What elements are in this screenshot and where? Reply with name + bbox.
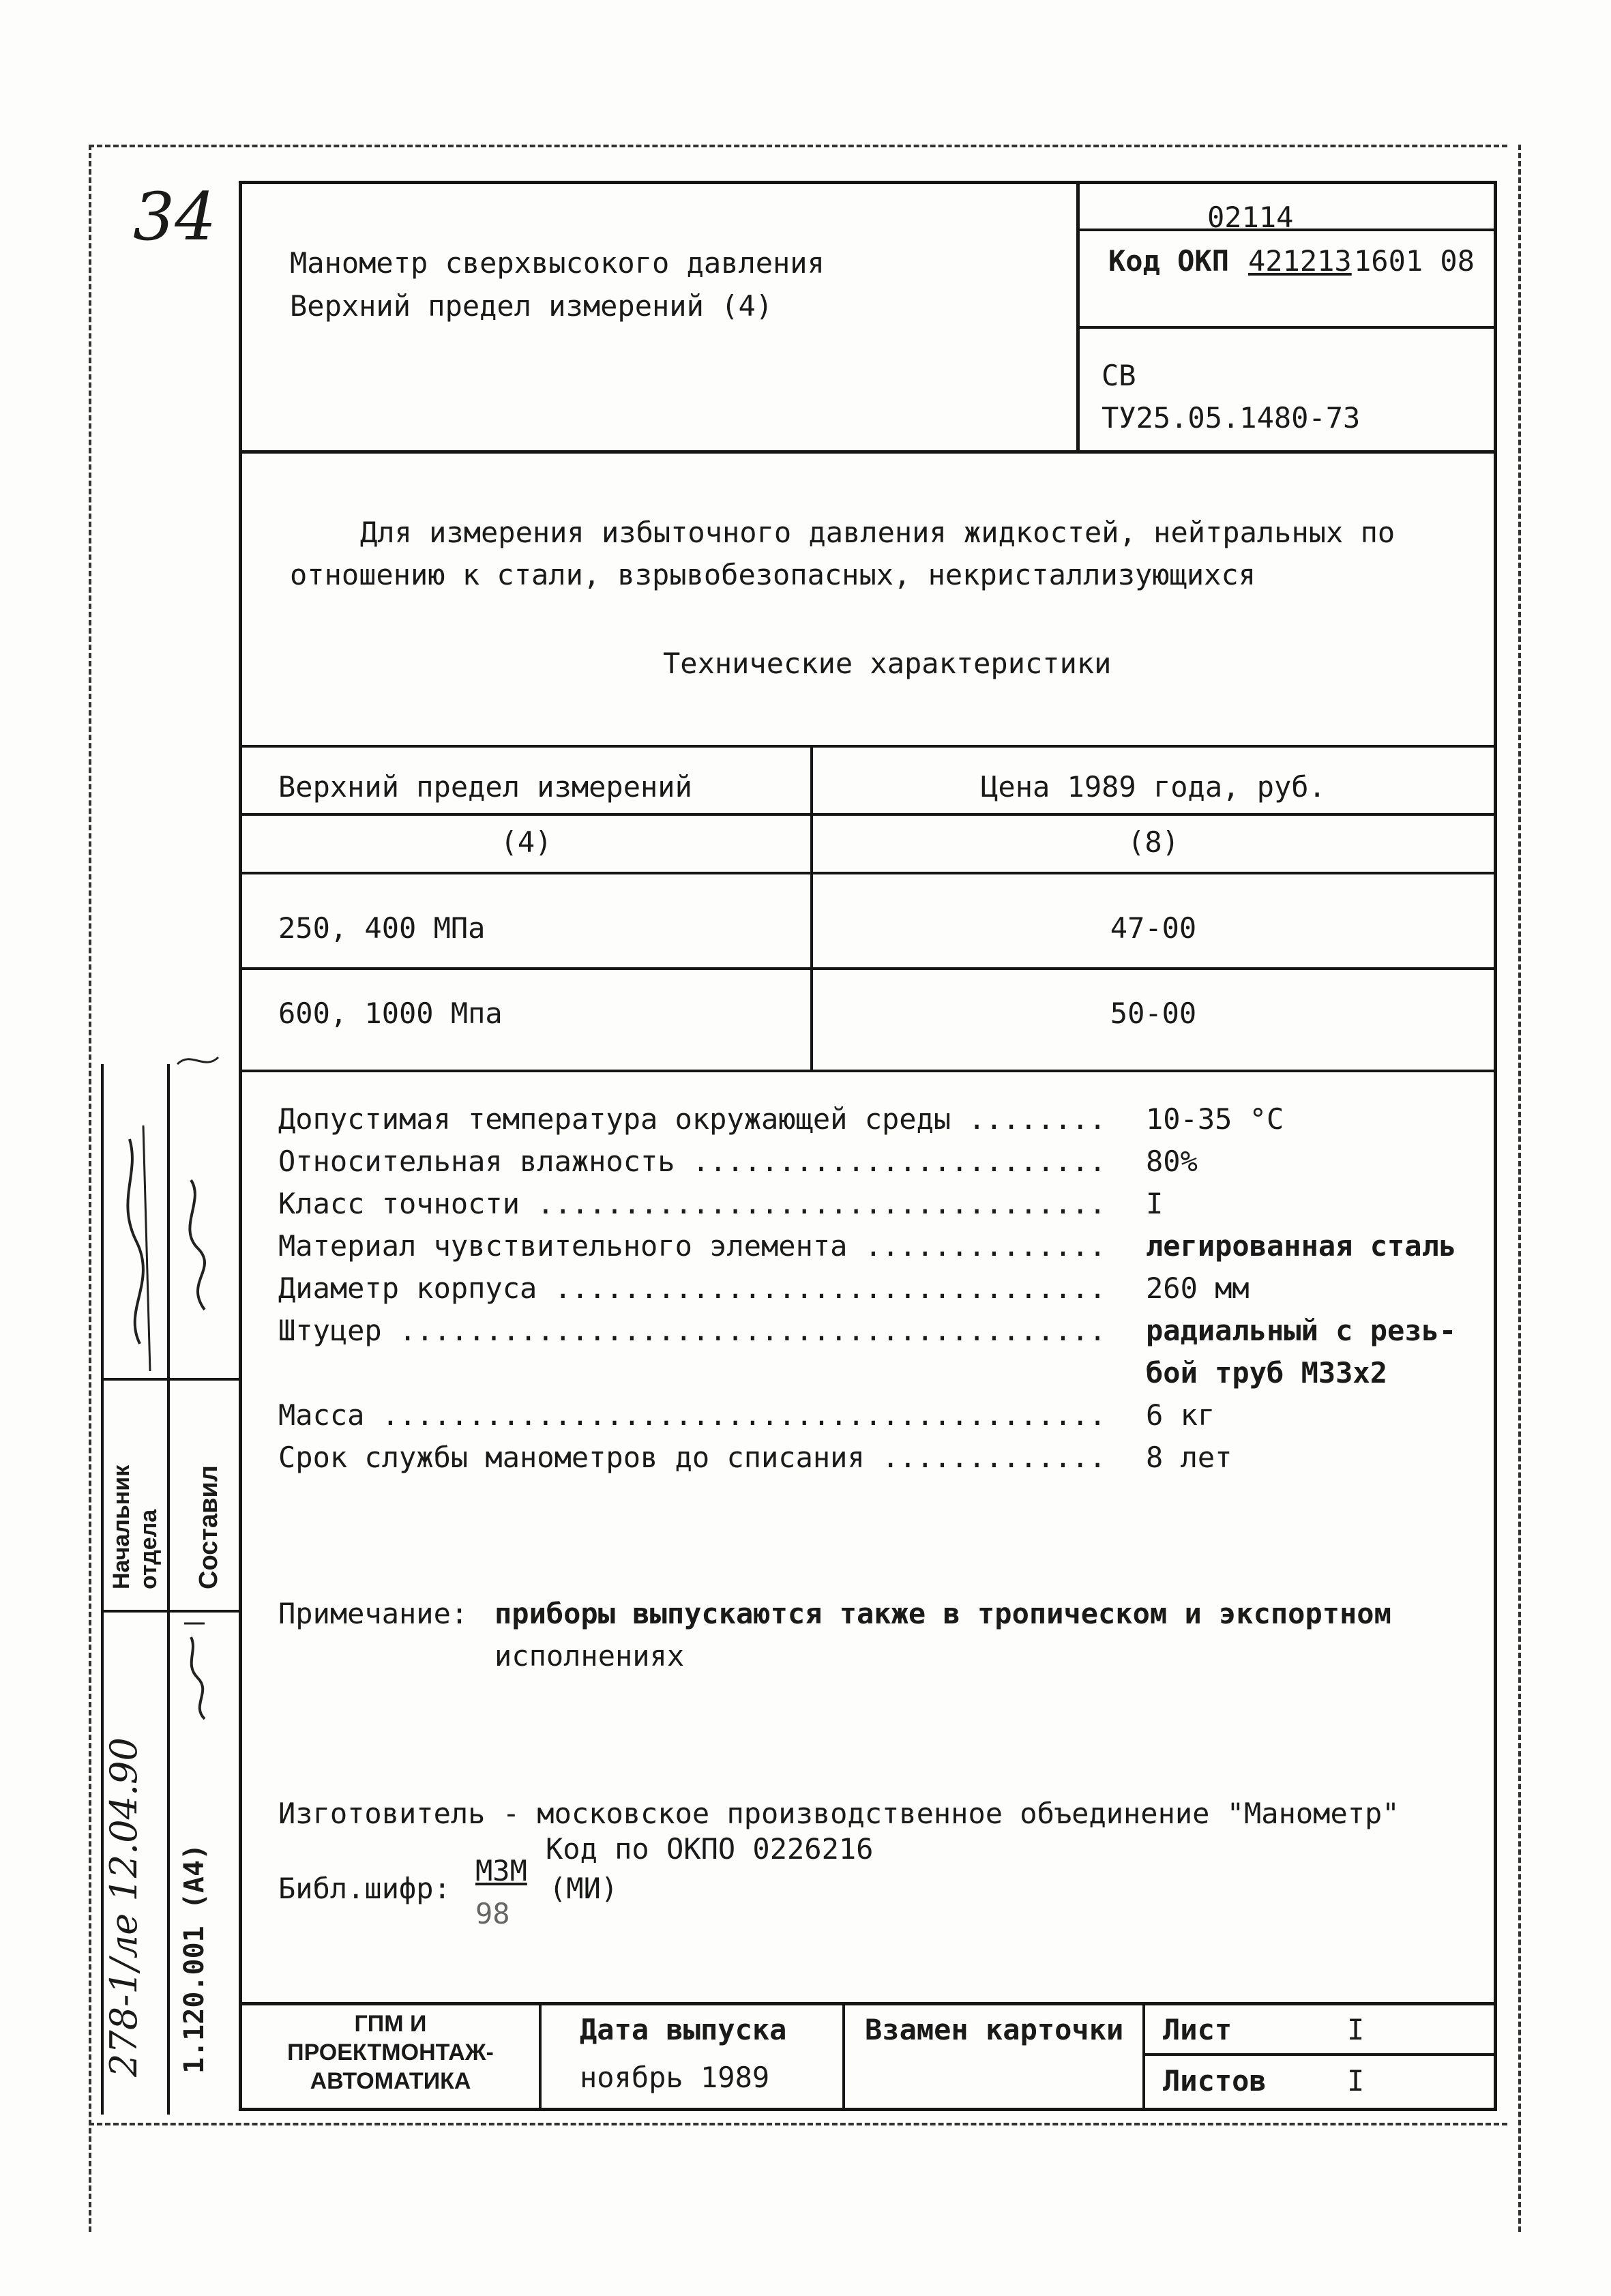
table-header-price: Цена 1989 года, руб.: [981, 770, 1326, 804]
table-header-line: [239, 813, 1494, 816]
note-line2: исполнениях: [494, 1639, 685, 1673]
date-label: Дата выпуска: [580, 2013, 787, 2046]
table-header-range: Верхний предел измерений: [278, 770, 692, 804]
spec-value-1: 80%: [1146, 1145, 1198, 1178]
table-row2-range: 600, 1000 Мпа: [278, 997, 503, 1030]
table-row1-line: [239, 967, 1494, 970]
sheets-label: Листов: [1163, 2064, 1267, 2098]
footer-div3: [1142, 2002, 1145, 2111]
spec-label-1: Относительная влажность ........................: [278, 1145, 1106, 1178]
code-box-line2: [1076, 326, 1497, 329]
footer-top-line: [239, 2002, 1497, 2005]
product-title: Манометр сверхвысокого давления: [290, 246, 825, 280]
spec-value-6: бой труб М33х2: [1146, 1356, 1388, 1389]
tu-code: ТУ25.05.1480-73: [1102, 401, 1361, 435]
frame-left-dash: [89, 145, 91, 2232]
body-left-line: [239, 450, 242, 2111]
code-okp-label: Код ОКП: [1108, 244, 1230, 278]
spec-value-0: 10-35 °С: [1146, 1102, 1284, 1136]
stamp-head-label: Начальник отдела: [108, 1465, 162, 1589]
sheet-label: Лист: [1163, 2013, 1232, 2046]
okpo-code: Код по ОКПО 0226216: [546, 1832, 874, 1866]
page-number: 34: [133, 179, 217, 255]
lib-paren: (МИ): [549, 1872, 619, 1905]
table-code-line: [239, 872, 1494, 874]
lib-sub: 98: [475, 1897, 510, 1930]
spec-label-0: Допустимая температура окружающей среды ........: [278, 1102, 1106, 1136]
spec-label-2: Класс точности .................................: [278, 1187, 1106, 1220]
header-right-line: [1494, 181, 1497, 454]
footer-div2: [842, 2002, 845, 2111]
table-row1-range: 250, 400 МПа: [278, 911, 486, 945]
replace-label: Взамен карточки: [865, 2013, 1124, 2046]
footer-bottom-line: [239, 2108, 1497, 2111]
stamp-format: 1.120.001 (А4): [179, 1843, 210, 2074]
sheets-value: I: [1347, 2064, 1365, 2098]
body-right-line: [1494, 450, 1497, 2111]
spec-label-3: Материал чувствительного элемента ..............: [278, 1229, 1106, 1263]
spec-value-5: радиальный с резь-: [1146, 1314, 1457, 1347]
purpose-line2: отношению к стали, взрывобезопасных, некристаллизующихся: [290, 558, 1256, 591]
header-top-line: [239, 181, 1497, 184]
purpose-line1: Для измерения избыточного давления жидкостей, нейтральных по: [360, 516, 1395, 549]
org-line2: ПРОЕКТМОНТАЖ-: [287, 2040, 494, 2065]
footer-div1: [539, 2002, 542, 2111]
sheet-value: I: [1347, 2013, 1365, 2046]
org-line1: ГПМ И: [354, 2011, 427, 2037]
stamp-compiler-label: Составил: [194, 1465, 223, 1589]
spec-value-8: 8 лет: [1146, 1441, 1232, 1474]
date-value: ноябрь 1989: [580, 2061, 770, 2094]
frame-right-dash: [1518, 145, 1521, 2232]
product-subtitle: Верхний предел измерений (4): [290, 289, 773, 323]
table-top-line: [239, 745, 1494, 748]
frame-bottom-dash: [89, 2123, 1507, 2125]
spec-label-4: Диаметр корпуса ................................: [278, 1271, 1106, 1305]
note-line1: приборы выпускаются также в тропическом и экспортном: [494, 1597, 1391, 1630]
footer-sheet-line: [1142, 2053, 1497, 2056]
frame-top-dash: [89, 145, 1507, 147]
spec-value-7: 6 кг: [1146, 1398, 1215, 1432]
table-bottom-line: [239, 1070, 1494, 1072]
manufacturer-line: Изготовитель - московское производственное объединение "Манометр": [278, 1797, 1400, 1830]
spec-label-5: Штуцер .........................................: [278, 1314, 1106, 1347]
header-left-line: [239, 181, 242, 454]
table-code-range: (4): [500, 825, 552, 859]
code-top: 02114: [1207, 201, 1294, 234]
lib-label: Библ.шифр:: [278, 1872, 451, 1905]
spec-value-4: 260 мм: [1146, 1271, 1250, 1305]
table-row2-price: 50-00: [1110, 997, 1197, 1030]
spec-label-7: Масса ..........................................: [278, 1398, 1106, 1432]
spec-value-2: I: [1146, 1187, 1164, 1220]
code-okp-value-rest: 1601 08: [1354, 244, 1475, 278]
lib-code: МЗМ: [475, 1854, 527, 1887]
code-okp-value-underlined: 421213: [1248, 244, 1352, 278]
spec-value-3: легированная сталь: [1146, 1229, 1457, 1263]
spec-label-8: Срок службы манометров до списания .............: [278, 1441, 1106, 1474]
stamp-doc-code: 278-1/ле 12.04.90: [102, 1737, 145, 2077]
table-code-price: (8): [1127, 825, 1179, 859]
header-bottom-line: [239, 450, 1497, 454]
table-row1-price: 47-00: [1110, 911, 1197, 945]
section-title: Технические характеристики: [663, 647, 1112, 680]
note-label: Примечание:: [278, 1597, 469, 1630]
header-divider: [1076, 181, 1080, 454]
org-line3: АВТОМАТИКА: [310, 2068, 471, 2094]
group-code: СВ: [1102, 359, 1136, 392]
